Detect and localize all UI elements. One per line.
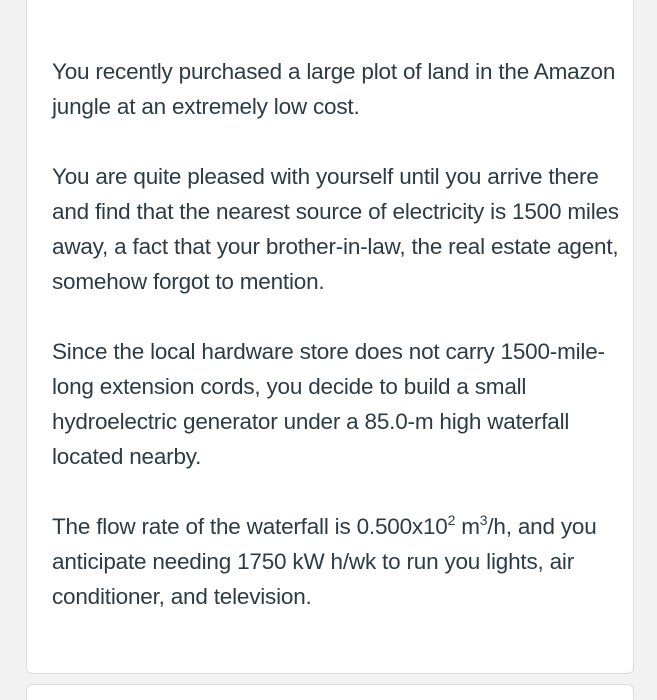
exponent-cubic: 3 bbox=[479, 511, 488, 528]
flow-rate-unit: m bbox=[455, 514, 480, 539]
paragraph-2: You are quite pleased with yourself until you arrive there and find that the nearest source of electricity is 1500 miles away, a fact that your brother-in-law, the real estate agent, somehow forgot to mention. bbox=[52, 164, 619, 294]
paragraph-4 bbox=[52, 509, 622, 614]
exponent-power: 2 bbox=[447, 511, 456, 528]
paragraph-3: Since the local hardware store does not carry 1500-mile-long extension cords, you decide to build a small hydroelectric generator under a 85.0-m high waterfall located nearby. bbox=[52, 339, 605, 469]
paragraph-1: You recently purchased a large plot of land in the Amazon jungle at an extremely low cost. bbox=[52, 59, 616, 119]
next-card-edge bbox=[26, 684, 634, 700]
flow-rate-tail: /h, and you anticipate needing 1750 kW h/wk to run you lights, air conditioner, and television. bbox=[52, 514, 597, 609]
flow-rate-lead: The flow rate of the waterfall is 0.500x10 bbox=[52, 514, 448, 539]
question-card bbox=[26, 0, 634, 674]
question-text bbox=[52, 54, 622, 614]
